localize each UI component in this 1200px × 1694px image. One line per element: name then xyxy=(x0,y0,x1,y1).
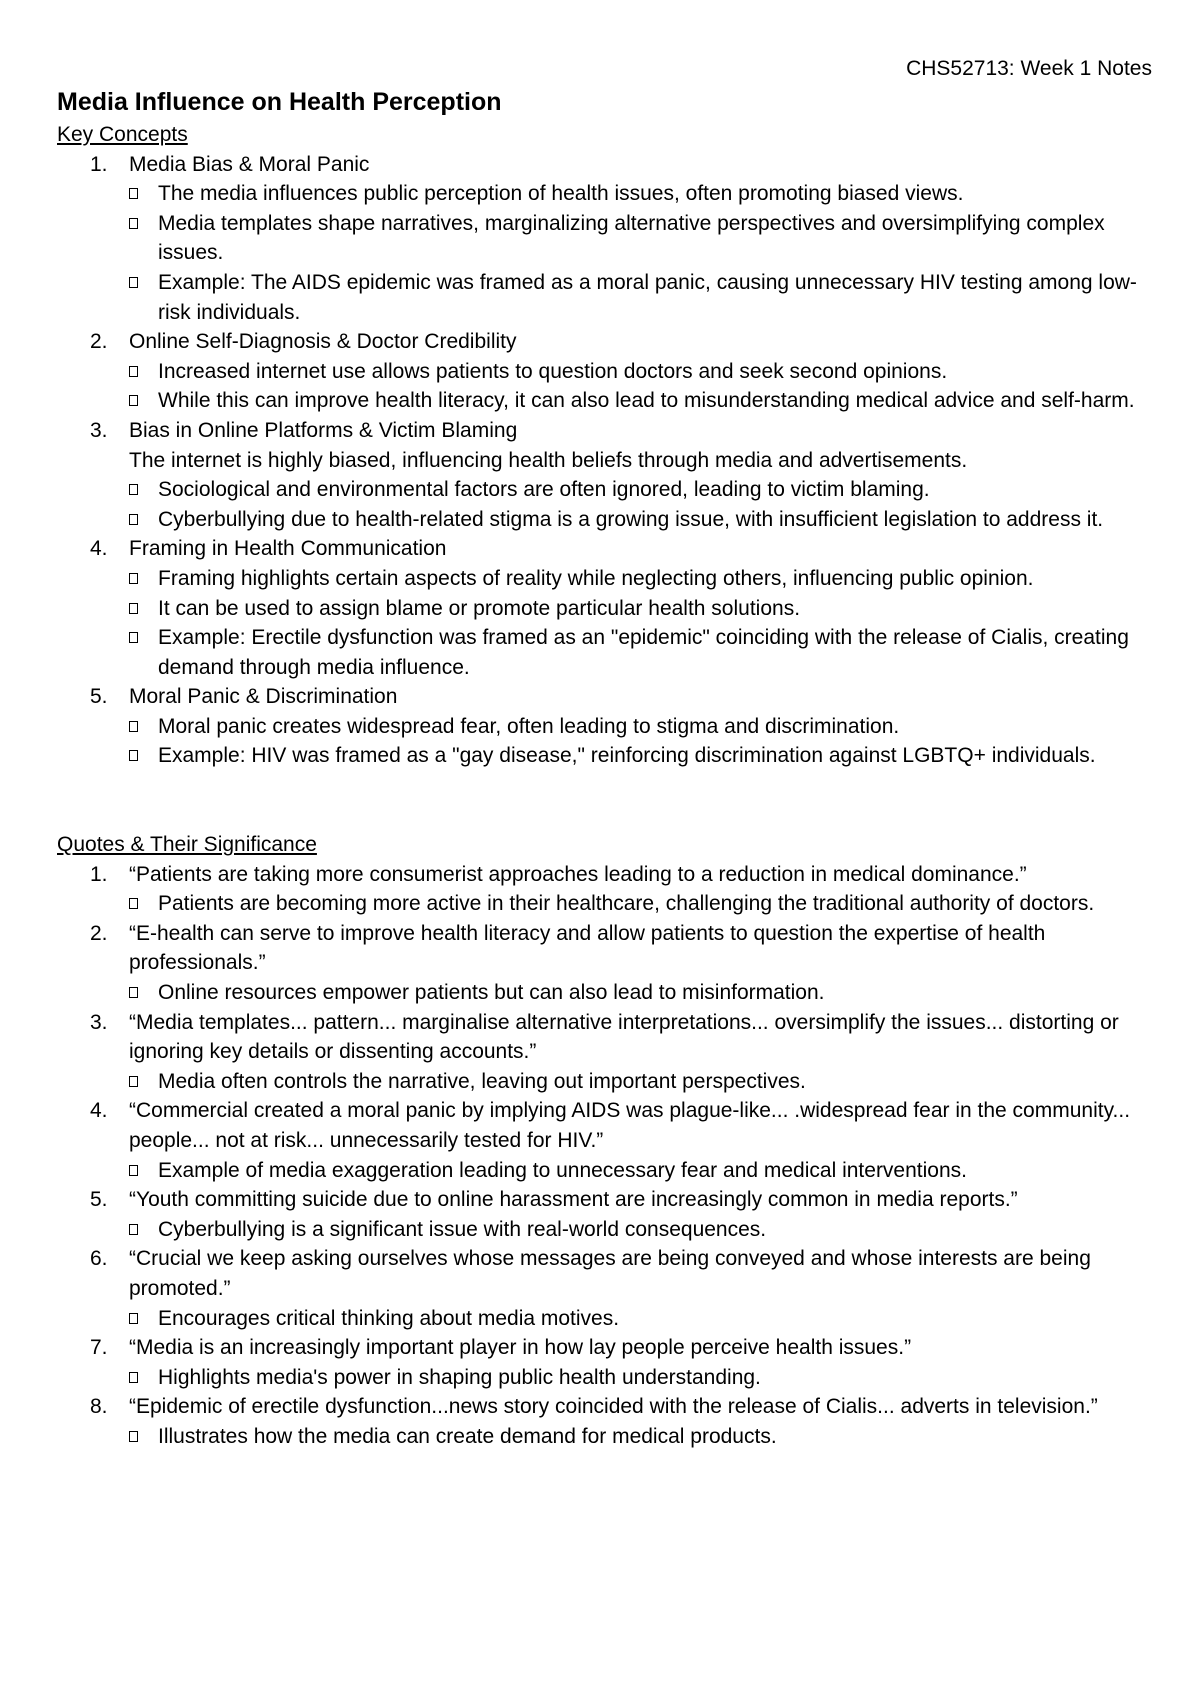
bullet-item xyxy=(129,505,1157,535)
item-number: 6. xyxy=(90,1247,108,1271)
bullet-item xyxy=(129,357,1157,387)
bullet-list xyxy=(129,1156,1157,1186)
item-text: “Commercial created a moral panic by implying AIDS was plague-like... .widespread fear in the community... people... not at risk... unnecessarily tested for HIV.” xyxy=(129,1099,1131,1152)
square-bullet-icon xyxy=(129,514,138,525)
list-item xyxy=(57,534,1157,682)
bullet-list xyxy=(129,1304,1157,1334)
bullet-item xyxy=(129,1156,1157,1186)
bullet-item xyxy=(129,978,1157,1008)
bullet-text: Example: HIV was framed as a "gay disease," reinforcing discrimination against LGBTQ+ individuals. xyxy=(158,744,1096,768)
bullet-item xyxy=(129,268,1157,327)
bullet-item xyxy=(129,1067,1157,1097)
section-spacer xyxy=(57,771,1157,830)
bullet-item xyxy=(129,594,1157,624)
item-text: Moral Panic & Discrimination xyxy=(129,685,398,709)
bullet-text: Online resources empower patients but can also lead to misinformation. xyxy=(158,981,825,1005)
bullet-list xyxy=(129,475,1157,534)
square-bullet-icon xyxy=(129,484,138,495)
list-item xyxy=(57,1244,1157,1333)
item-text: Framing in Health Communication xyxy=(129,537,447,561)
bullet-list xyxy=(129,357,1157,416)
bullet-text: Cyberbullying is a significant issue with real-world consequences. xyxy=(158,1217,767,1241)
square-bullet-icon xyxy=(129,277,138,288)
bullet-item xyxy=(129,1422,1157,1452)
square-bullet-icon xyxy=(129,1431,138,1442)
bullet-text: Example: Erectile dysfunction was framed as an "epidemic" coinciding with the release of Cialis, creating demand through media influence. xyxy=(158,626,1129,679)
item-number: 3. xyxy=(90,1010,108,1034)
bullet-item xyxy=(129,623,1157,682)
item-number: 2. xyxy=(90,921,108,945)
section-heading: Key Concepts xyxy=(57,123,188,146)
item-text: Media Bias & Moral Panic xyxy=(129,152,370,176)
item-number: 4. xyxy=(90,1099,108,1123)
bullet-list xyxy=(129,179,1157,327)
square-bullet-icon xyxy=(129,987,138,998)
bullet-item xyxy=(129,209,1157,268)
square-bullet-icon xyxy=(129,1165,138,1176)
item-text: “Media templates... pattern... marginalise alternative interpretations... oversimplify the issues... distorting or ignoring key details or dissenting accounts.” xyxy=(129,1010,1119,1064)
list-item xyxy=(57,327,1157,416)
document-body xyxy=(57,87,1157,1452)
bullet-text: Example of media exaggeration leading to unnecessary fear and medical interventions. xyxy=(158,1158,967,1182)
item-number: 4. xyxy=(90,537,108,561)
bullet-text: It can be used to assign blame or promote particular health solutions. xyxy=(158,596,801,620)
bullet-text: Highlights media's power in shaping public health understanding. xyxy=(158,1365,761,1389)
square-bullet-icon xyxy=(129,632,138,643)
section xyxy=(57,830,1157,1451)
bullet-text: Media templates shape narratives, marginalizing alternative perspectives and oversimplifying complex issues. xyxy=(158,211,1105,265)
square-bullet-icon xyxy=(129,1372,138,1383)
sections-container xyxy=(57,120,1157,1452)
list-item xyxy=(57,1392,1157,1451)
course-header: CHS52713: Week 1 Notes xyxy=(906,57,1152,80)
bullet-text: Media often controls the narrative, leaving out important perspectives. xyxy=(158,1069,806,1093)
square-bullet-icon xyxy=(129,188,138,199)
item-text: “Youth committing suicide due to online harassment are increasingly common in media reports.” xyxy=(129,1188,1018,1212)
bullet-text: Framing highlights certain aspects of reality while neglecting others, influencing public opinion. xyxy=(158,566,1034,590)
bullet-list xyxy=(129,712,1157,771)
square-bullet-icon xyxy=(129,898,138,909)
bullet-text: Illustrates how the media can create demand for medical products. xyxy=(158,1424,777,1448)
bullet-item xyxy=(129,1215,1157,1245)
item-text: “E-health can serve to improve health literacy and allow patients to question the expertise of health professionals.” xyxy=(129,921,1046,975)
square-bullet-icon xyxy=(129,366,138,377)
square-bullet-icon xyxy=(129,573,138,584)
bullet-text: Cyberbullying due to health-related stigma is a growing issue, with insufficient legislation to address it. xyxy=(158,507,1104,531)
item-text: Bias in Online Platforms & Victim Blaming xyxy=(129,418,518,442)
square-bullet-icon xyxy=(129,1076,138,1087)
square-bullet-icon xyxy=(129,1224,138,1235)
bullet-text: Encourages critical thinking about media motives. xyxy=(158,1306,620,1330)
item-number: 7. xyxy=(90,1336,108,1360)
square-bullet-icon xyxy=(129,1313,138,1324)
document-title: Media Influence on Health Perception xyxy=(57,88,502,116)
square-bullet-icon xyxy=(129,721,138,732)
bullet-text: Example: The AIDS epidemic was framed as a moral panic, causing unnecessary HIV testing among low-risk individuals. xyxy=(158,270,1137,324)
bullet-item xyxy=(129,889,1157,919)
bullet-list xyxy=(129,889,1157,919)
list-item xyxy=(57,150,1157,328)
bullet-list xyxy=(129,1215,1157,1245)
bullet-list xyxy=(129,564,1157,682)
list-item xyxy=(57,682,1157,771)
item-number: 2. xyxy=(90,330,108,354)
bullet-item xyxy=(129,741,1157,771)
list-item xyxy=(57,919,1157,1008)
square-bullet-icon xyxy=(129,218,138,229)
section xyxy=(57,120,1157,771)
bullet-item xyxy=(129,564,1157,594)
item-text: “Epidemic of erectile dysfunction...news story coincided with the release of Cialis... adverts in television.” xyxy=(129,1395,1098,1419)
bullet-list xyxy=(129,1363,1157,1393)
item-text: “Patients are taking more consumerist approaches leading to a reduction in medical dominance.” xyxy=(129,862,1027,886)
list-item xyxy=(57,860,1157,919)
list-item xyxy=(57,1333,1157,1392)
square-bullet-icon xyxy=(129,603,138,614)
bullet-item xyxy=(129,475,1157,505)
bullet-text: Sociological and environmental factors are often ignored, leading to victim blaming. xyxy=(158,478,930,502)
list-item xyxy=(57,1096,1157,1185)
bullet-list xyxy=(129,1067,1157,1097)
bullet-text: Patients are becoming more active in their healthcare, challenging the traditional authority of doctors. xyxy=(158,892,1095,916)
bullet-item xyxy=(129,386,1157,416)
numbered-list xyxy=(57,150,1157,771)
item-text: “Media is an increasingly important player in how lay people perceive health issues.” xyxy=(129,1336,912,1360)
item-number: 3. xyxy=(90,418,108,442)
bullet-item xyxy=(129,1304,1157,1334)
bullet-text: While this can improve health literacy, it can also lead to misunderstanding medical advice and self-harm. xyxy=(158,389,1135,413)
bullet-list xyxy=(129,1422,1157,1452)
bullet-item xyxy=(129,712,1157,742)
item-number: 5. xyxy=(90,1188,108,1212)
bullet-text: The media influences public perception of health issues, often promoting biased views. xyxy=(158,182,964,206)
bullet-text: Increased internet use allows patients to question doctors and seek second opinions. xyxy=(158,359,948,383)
bullet-text: Moral panic creates widespread fear, often leading to stigma and discrimination. xyxy=(158,714,900,738)
item-note: The internet is highly biased, influencing health beliefs through media and advertisements. xyxy=(129,448,968,472)
item-number: 5. xyxy=(90,685,108,709)
square-bullet-icon xyxy=(129,750,138,761)
list-item xyxy=(57,1185,1157,1244)
list-item xyxy=(57,416,1157,534)
bullet-list xyxy=(129,978,1157,1008)
square-bullet-icon xyxy=(129,395,138,406)
bullet-item xyxy=(129,1363,1157,1393)
item-number: 8. xyxy=(90,1395,108,1419)
list-item xyxy=(57,1008,1157,1097)
item-text: “Crucial we keep asking ourselves whose messages are being conveyed and whose interests are being promoted.” xyxy=(129,1247,1091,1300)
item-number: 1. xyxy=(90,152,108,176)
bullet-item xyxy=(129,179,1157,209)
section-heading: Quotes & Their Significance xyxy=(57,833,317,857)
item-text: Online Self-Diagnosis & Doctor Credibility xyxy=(129,330,517,354)
numbered-list xyxy=(57,860,1157,1452)
item-number: 1. xyxy=(90,862,108,886)
